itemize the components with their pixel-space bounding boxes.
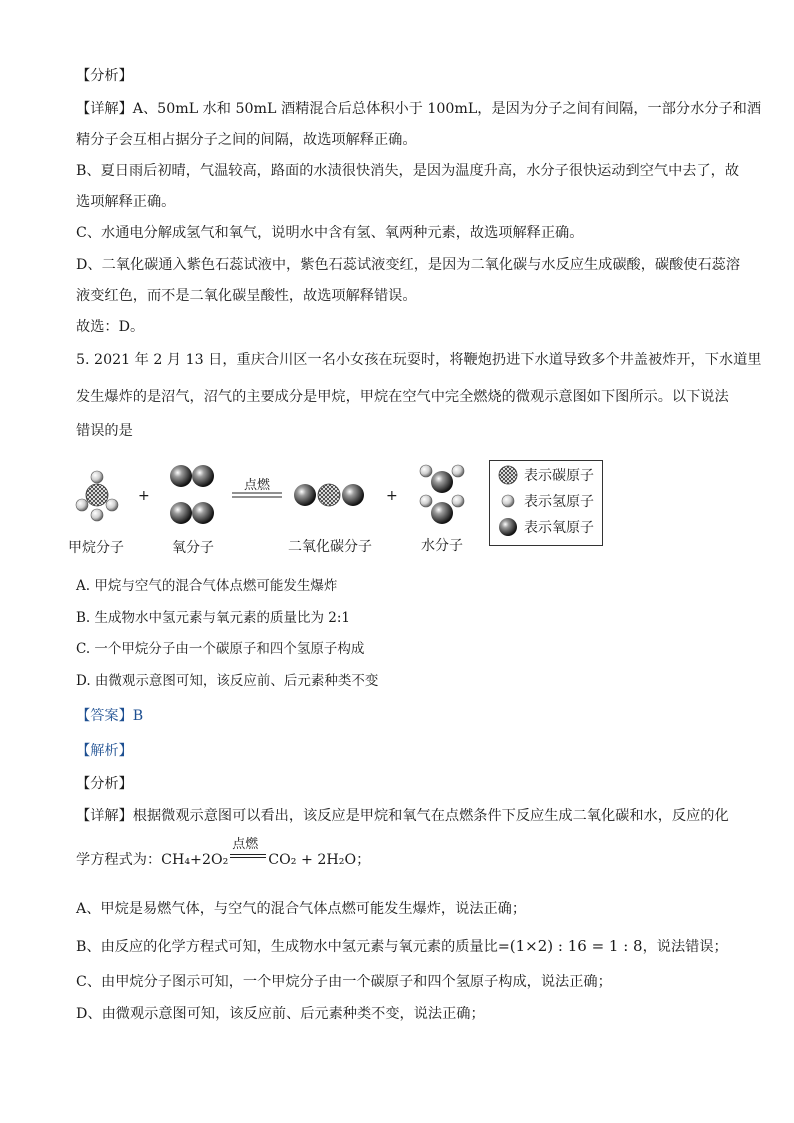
detail-line: B、夏日雨后初晴，气温较高，路面的水渍很快消失，是因为温度升高，水分子很快运动到空气中去了，故 bbox=[76, 163, 740, 179]
conclusion-line: 故选：D。 bbox=[76, 319, 145, 335]
explanation-heading: 【解析】 bbox=[76, 743, 133, 759]
analysis-heading: 【分析】 bbox=[76, 68, 133, 84]
legend-carbon bbox=[498, 464, 594, 486]
legend-hydrogen bbox=[498, 490, 594, 512]
explanation-b bbox=[76, 936, 728, 957]
explanation-b-result: ，说法错误； bbox=[642, 939, 728, 955]
question-line: 错误的是 bbox=[76, 423, 133, 439]
mass-ratio: (1×2) : 16 = 1 : 8 bbox=[509, 937, 643, 955]
hydrogen-atom-icon bbox=[498, 491, 518, 511]
label-water: 水分子 bbox=[421, 538, 463, 554]
legend-oxygen-text: 表示氧原子 bbox=[524, 520, 594, 536]
label-co2: 二氧化碳分子 bbox=[288, 539, 372, 555]
detail-line: 【详解】根据微观示意图可以看出，该反应是甲烷和氧气在点燃条件下反应生成二氧化碳和水，反应的化 bbox=[76, 808, 729, 824]
carbon-atom-icon bbox=[498, 465, 518, 485]
plus-sign: + bbox=[386, 488, 398, 504]
detail-line: D、二氧化碳通入紫色石蕊试液中，紫色石蕊试液变红，是因为二氧化碳与水反应生成碳酸，碳酸使石蕊溶 bbox=[76, 257, 741, 273]
option-c: C. 一个甲烷分子由一个碳原子和四个氢原子构成 bbox=[76, 641, 365, 657]
analysis-heading: 【分析】 bbox=[76, 776, 133, 792]
option-d: D. 由微观示意图可知，该反应前、后元素种类不变 bbox=[76, 673, 379, 689]
answer-line: 【答案】B bbox=[76, 708, 144, 724]
plus-sign: + bbox=[138, 488, 150, 504]
reaction-condition: 点燃 bbox=[244, 478, 271, 493]
legend-hydrogen-text: 表示氢原子 bbox=[524, 494, 594, 510]
equation-condition: 点燃 bbox=[232, 837, 259, 852]
label-oxygen: 氧分子 bbox=[172, 540, 214, 556]
equation-line bbox=[76, 837, 371, 870]
equation-left: CH₄+2O₂ bbox=[161, 852, 229, 868]
detail-line: 精分子会互相占据分子之间的间隔，故选项解释正确。 bbox=[76, 132, 417, 148]
detail-line: 液变红色，而不是二氧化碳呈酸性，故选项解释错误。 bbox=[76, 288, 417, 304]
label-methane: 甲烷分子 bbox=[68, 540, 124, 556]
question-line: 5. 2021 年 2 月 13 日，重庆合川区一名小女孩在玩耍时，将鞭炮扔进下水道导致多个井盖被炸开，下水道里 bbox=[76, 352, 762, 368]
equation-right: CO₂ + 2H₂O； bbox=[268, 852, 371, 868]
detail-line: C、水通电分解成氢气和氧气，说明水中含有氢、氧两种元素，故选项解释正确。 bbox=[76, 225, 584, 241]
equation-prefix: 学方程式为： bbox=[76, 852, 162, 868]
legend bbox=[489, 460, 603, 546]
option-a: A. 甲烷与空气的混合气体点燃可能发生爆炸 bbox=[76, 578, 338, 594]
methane-molecule-icon bbox=[76, 471, 118, 521]
water-molecule-icon bbox=[420, 465, 464, 524]
explanation-b-text: B、由反应的化学方程式可知，生成物水中氢元素与氧元素的质量比= bbox=[76, 939, 510, 955]
detail-line: 【详解】A、50mL 水和 50mL 酒精混合后总体积小于 100mL，是因为分子之间有间隔，一部分水分子和酒 bbox=[76, 101, 762, 117]
legend-oxygen bbox=[498, 516, 594, 538]
explanation-c: C、由甲烷分子图示可知，一个甲烷分子由一个碳原子和四个氢原子构成，说法正确； bbox=[76, 974, 612, 990]
legend-carbon-text: 表示碳原子 bbox=[524, 468, 594, 484]
detail-line: 选项解释正确。 bbox=[76, 194, 176, 210]
equation-arrow bbox=[228, 837, 268, 870]
explanation-d: D、由微观示意图可知，该反应前、后元素种类不变，说法正确； bbox=[76, 1006, 485, 1022]
explanation-a: A、甲烷是易燃气体，与空气的混合气体点燃可能发生爆炸，说法正确； bbox=[76, 901, 527, 917]
question-line: 发生爆炸的是沼气，沼气的主要成分是甲烷，甲烷在空气中完全燃烧的微观示意图如下图所示。以下说法 bbox=[76, 389, 729, 405]
option-b: B. 生成物水中氢元素与氧元素的质量比为 2:1 bbox=[76, 610, 351, 626]
oxygen-molecule-icon bbox=[170, 465, 214, 524]
oxygen-atom-icon bbox=[498, 517, 518, 537]
co2-molecule-icon bbox=[294, 484, 364, 506]
